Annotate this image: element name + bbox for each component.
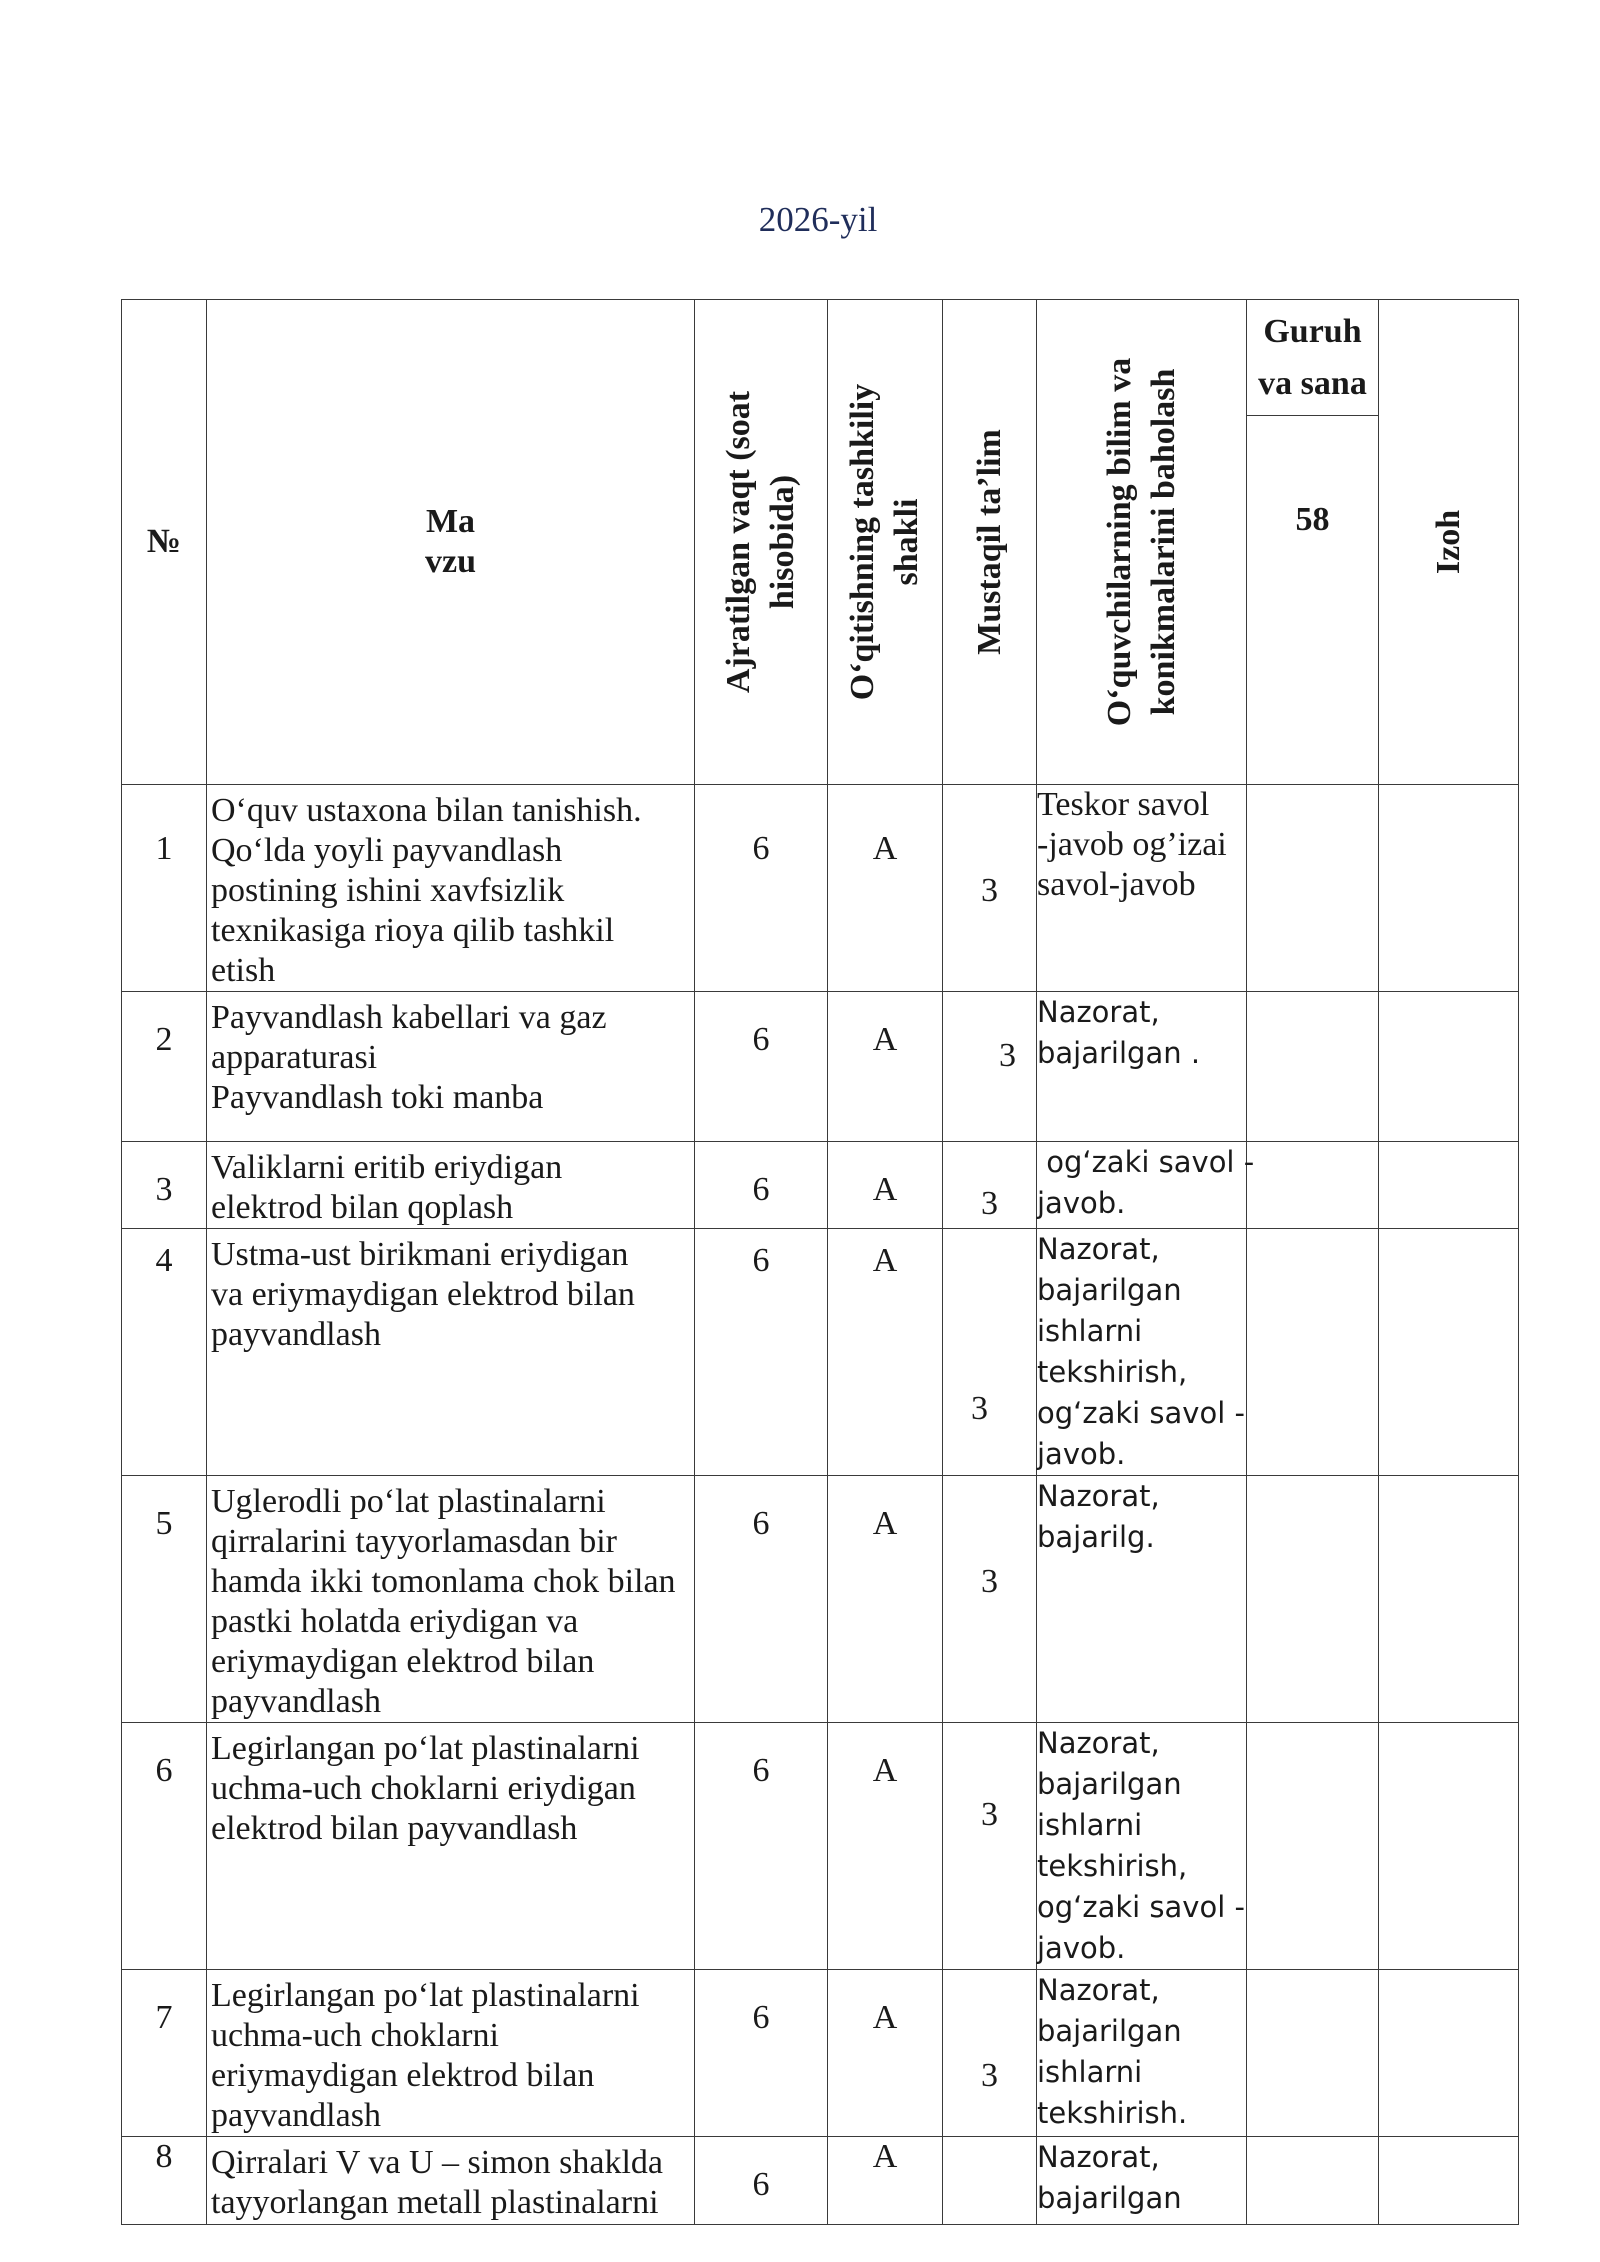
row-topic <box>207 785 695 992</box>
table-row <box>122 992 1519 1142</box>
assessment-line: Nazorat, <box>1037 1232 1160 1266</box>
assessment-line: Nazorat, <box>1037 1973 1160 2007</box>
row-note <box>1379 1970 1519 2137</box>
header-group-date: Guruh va sana <box>1247 300 1379 416</box>
row-group-date <box>1247 785 1379 992</box>
header-topic: Ma vzu <box>207 300 695 785</box>
row-number: 5 <box>122 1476 207 1723</box>
assessment-line: Nazorat, <box>1037 1726 1160 1760</box>
header-teaching-form: O‘qitishning tashkiliy shakli <box>828 300 943 785</box>
row-assessment <box>1037 785 1247 992</box>
row-group-date <box>1247 1142 1379 1229</box>
topic-line: uchma-uch choklarni eriydigan <box>211 1770 636 1807</box>
row-assessment <box>1037 1476 1247 1723</box>
topic-line: elektrod bilan payvandlash <box>211 1810 578 1847</box>
topic-line: elektrod bilan qoplash <box>211 1189 514 1226</box>
assessment-line: Nazorat, <box>1037 1479 1160 1513</box>
row-group-date <box>1247 1723 1379 1970</box>
header-assessment: O‘quvchilarning bilim va konikmalarini baholash <box>1037 300 1247 785</box>
assessment-line: tekshirish, <box>1037 1355 1188 1389</box>
assessment-line: tekshirish. <box>1037 2096 1188 2130</box>
assessment-line: og‘zaki savol - <box>1037 1145 1255 1179</box>
row-note <box>1379 992 1519 1142</box>
assessment-line: ishlarni <box>1037 1314 1143 1348</box>
topic-line: etish <box>211 952 276 989</box>
row-self-study: 3 <box>933 1229 1027 1476</box>
row-group-date <box>1247 1970 1379 2137</box>
assessment-line: og‘zaki savol - <box>1037 1396 1245 1430</box>
assessment-line: bajarilgan <box>1037 1767 1182 1801</box>
assessment-line: tekshirish, <box>1037 1849 1188 1883</box>
topic-line: payvandlash <box>211 1683 381 1720</box>
row-number: 1 <box>122 785 207 992</box>
topic-line: Payvandlash toki manba <box>211 1079 544 1116</box>
assessment-line: bajarilgan <box>1037 2181 1182 2215</box>
row-topic <box>207 2137 695 2225</box>
row-note <box>1379 2137 1519 2225</box>
row-self-study: 3 <box>943 1970 1037 2137</box>
assessment-line: bajarilgan <box>1037 1273 1182 1307</box>
assessment-line: -javob og’izai <box>1037 826 1227 863</box>
table-row <box>122 1229 1519 1476</box>
assessment-line: savol-javob <box>1037 866 1196 903</box>
topic-line: eriymaydigan elektrod bilan <box>211 2057 595 2094</box>
topic-line: O‘quv ustaxona bilan tanishish. <box>211 792 642 829</box>
row-topic <box>207 1970 695 2137</box>
table-body <box>122 785 1519 2225</box>
header-number: № <box>122 300 207 785</box>
row-form: A <box>828 1142 943 1229</box>
topic-line: Qo‘lda yoyli payvandlash <box>211 832 563 869</box>
row-assessment <box>1037 1142 1255 1229</box>
assessment-line: bajarilgan . <box>1037 1036 1201 1070</box>
table-row <box>122 1723 1519 1970</box>
assessment-line: javob. <box>1037 1931 1126 1965</box>
row-topic <box>207 1229 695 1476</box>
header-allocated-time: Ajratilgan vaqt (soat hisobida) <box>695 300 828 785</box>
row-number: 8 <box>122 2137 207 2225</box>
row-form: A <box>828 785 943 992</box>
topic-line: Payvandlash kabellari va gaz <box>211 999 607 1036</box>
table-row <box>122 1476 1519 1723</box>
row-hours: 6 <box>695 1970 828 2137</box>
table-row <box>122 785 1519 992</box>
row-number: 4 <box>122 1229 207 1476</box>
row-topic <box>207 992 695 1142</box>
row-hours: 6 <box>695 785 828 992</box>
document-year: 2026-yil <box>758 200 878 239</box>
row-hours: 6 <box>695 1723 828 1970</box>
row-form: A <box>828 2137 943 2225</box>
row-self-study: 3 <box>943 1476 1037 1723</box>
row-hours: 6 <box>695 992 828 1142</box>
row-note <box>1379 1476 1519 1723</box>
table-row <box>122 1970 1519 2137</box>
row-hours: 6 <box>695 1229 828 1476</box>
row-note <box>1379 1142 1519 1229</box>
header-self-study: Mustaqil ta’lim <box>943 300 1037 785</box>
row-form: A <box>828 1476 943 1723</box>
lesson-plan-table <box>121 299 1519 2225</box>
row-assessment <box>1037 1723 1247 1970</box>
row-number: 6 <box>122 1723 207 1970</box>
assessment-line: ishlarni <box>1037 1808 1143 1842</box>
topic-line: texnikasiga rioya qilib tashkil <box>211 912 615 949</box>
row-topic <box>207 1723 695 1970</box>
topic-line: tayyorlangan metall plastinalarni <box>211 2184 659 2221</box>
row-assessment <box>1037 2137 1247 2225</box>
row-self-study: 3 <box>943 785 1037 992</box>
header-group-number: 58 <box>1247 416 1379 785</box>
row-form: A <box>828 1970 943 2137</box>
row-form: A <box>828 1723 943 1970</box>
row-note <box>1379 1229 1519 1476</box>
topic-line: hamda ikki tomonlama chok bilan <box>211 1563 676 1600</box>
topic-line: uchma-uch choklarni <box>211 2017 499 2054</box>
topic-line: va eriymaydigan elektrod bilan <box>211 1276 635 1313</box>
row-assessment <box>1037 1970 1247 2137</box>
topic-line: Legirlangan po‘lat plastinalarni <box>211 1730 640 1767</box>
topic-line: postining ishini xavfsizlik <box>211 872 565 909</box>
row-number: 3 <box>122 1142 207 1229</box>
assessment-line: bajarilgan <box>1037 2014 1182 2048</box>
assessment-line: og‘zaki savol - <box>1037 1890 1245 1924</box>
topic-line: Ustma-ust birikmani eriydigan <box>211 1236 629 1273</box>
row-assessment <box>1037 992 1247 1142</box>
row-group-date <box>1247 992 1379 1142</box>
row-form: A <box>828 1229 943 1476</box>
row-group-date <box>1247 2137 1379 2225</box>
row-group-date <box>1247 1476 1379 1723</box>
row-number: 7 <box>122 1970 207 2137</box>
row-hours: 6 <box>695 1476 828 1723</box>
assessment-line: javob. <box>1037 1186 1126 1220</box>
row-self-study: 3 <box>961 992 1055 1142</box>
topic-line: Uglerodli po‘lat plastinalarni <box>211 1483 606 1520</box>
table-row <box>122 2137 1519 2225</box>
topic-line: payvandlash <box>211 1316 381 1353</box>
row-topic <box>207 1142 695 1229</box>
row-note <box>1379 1723 1519 1970</box>
table-row <box>122 1142 1519 1229</box>
row-number: 2 <box>122 992 207 1142</box>
topic-line: apparaturasi <box>211 1039 378 1076</box>
row-self-study: 3 <box>943 1142 1037 1229</box>
row-assessment <box>1037 1229 1247 1476</box>
assessment-line: ishlarni <box>1037 2055 1143 2089</box>
row-form: A <box>828 992 943 1142</box>
assessment-line: Teskor savol <box>1037 786 1210 823</box>
row-hours: 6 <box>695 1142 828 1229</box>
row-self-study: 3 <box>943 1723 1037 1970</box>
topic-line: Valiklarni eritib eriydigan <box>211 1149 563 1186</box>
topic-line: Legirlangan po‘lat plastinalarni <box>211 1977 640 2014</box>
assessment-line: bajarilg. <box>1037 1520 1155 1554</box>
topic-line: payvandlash <box>211 2097 381 2134</box>
assessment-line: Nazorat, <box>1037 995 1160 1029</box>
row-self-study <box>943 2137 1037 2225</box>
row-hours: 6 <box>695 2137 828 2225</box>
assessment-line: Nazorat, <box>1037 2140 1160 2174</box>
row-group-date <box>1247 1229 1379 1476</box>
header-note: Izoh <box>1379 300 1519 785</box>
topic-line: Qirralari V va U – simon shaklda <box>211 2144 663 2181</box>
topic-line: qirralarini tayyorlamasdan bir <box>211 1523 617 1560</box>
assessment-line: javob. <box>1037 1437 1126 1471</box>
row-note <box>1379 785 1519 992</box>
row-topic <box>207 1476 695 1723</box>
topic-line: pastki holatda eriydigan va <box>211 1603 579 1640</box>
topic-line: eriymaydigan elektrod bilan <box>211 1643 595 1680</box>
